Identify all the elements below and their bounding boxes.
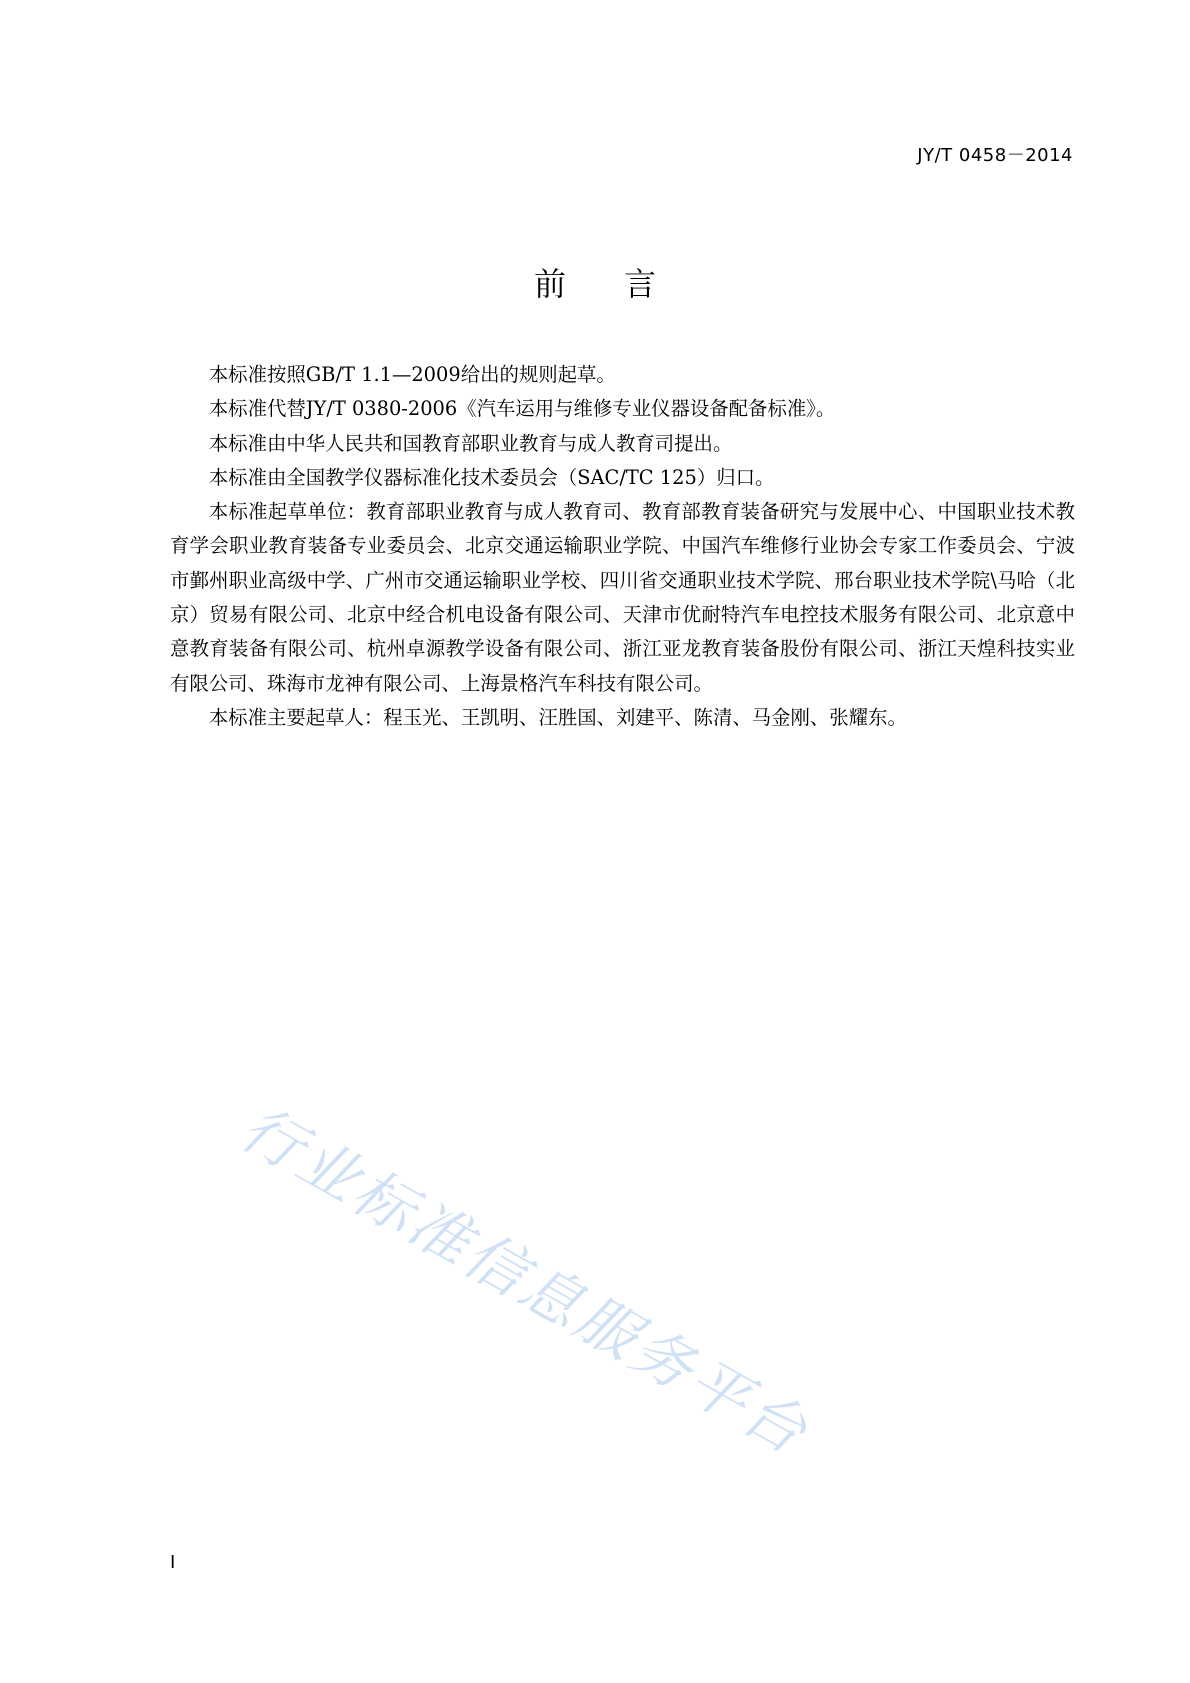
- paragraph-drafting-rules: 本标准按照GB/T 1.1—2009给出的规则起草。: [208, 363, 616, 386]
- paragraph-administered-by: 本标准由全国教学仪器标准化技术委员会（SAC/TC 125）归口。: [208, 465, 775, 489]
- paragraph-drafting-units: 本标准起草单位：教育部职业教育与成人教育司、教育部教育装备研究与发展中心、中国职业技术教育学会职业教育装备专业委员会、北京交通运输职业学院、中国汽车维修行业协会专家工作委员会、宁波市鄞州职业高级中学、广州市交通运输职业学校、四川省交通职业技术学院、邢台职业技术学院\马哈（北京）贸易有限公司、北京中经合机电设备有限公司、天津市优耐特汽车电控技术服务有限公司、北京意中意教育装备有限公司、杭州卓源教学设备有限公司、浙江亚龙教育装备股份有限公司、浙江天煌科技实业有限公司、珠海市龙神有限公司、上海景格汽车科技有限公司。: [170, 500, 1075, 695]
- standard-code: JY/T 0458－2014: [917, 145, 1073, 166]
- page-title: 前言: [533, 265, 714, 303]
- page-number: I: [170, 1552, 176, 1573]
- foreword-body: [170, 358, 1075, 735]
- paragraph-replaces: 本标准代替JY/T 0380-2006《汽车运用与维修专业仪器设备配备标准》。: [208, 397, 836, 421]
- paragraph-drafters: 本标准主要起草人：程玉光、王凯明、汪胜国、刘建平、陈清、马金刚、张耀东。: [208, 705, 907, 729]
- paragraph-proposed-by: 本标准由中华人民共和国教育部职业教育与成人教育司提出。: [208, 431, 733, 455]
- watermark: 行业标准信息服务平台: [229, 1093, 821, 1470]
